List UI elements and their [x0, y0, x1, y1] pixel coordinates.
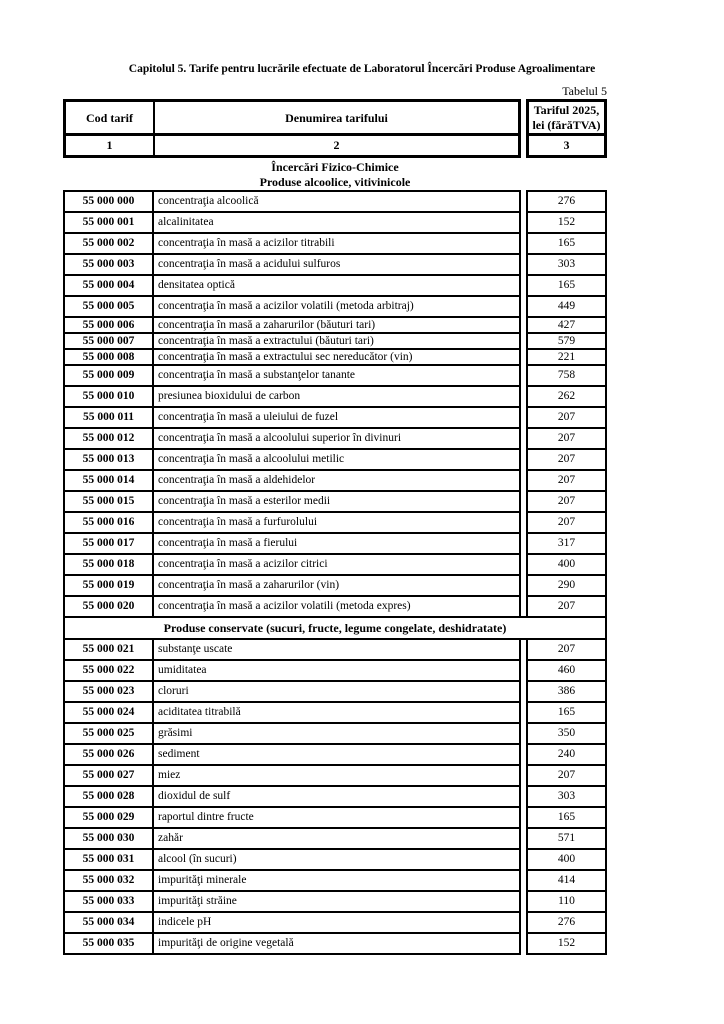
cell-tarif: 165: [526, 701, 607, 724]
cell-tarif: 400: [526, 553, 607, 576]
row-main-box: [63, 190, 521, 213]
table-row: [63, 595, 607, 618]
cell-cod-tarif: 55 000 011: [65, 408, 154, 427]
cell-cod-tarif: 55 000 001: [65, 213, 154, 232]
cell-cod-tarif: 55 000 006: [65, 318, 154, 332]
cell-tarif: 758: [526, 364, 607, 387]
cell-denumirea: zahăr: [158, 832, 183, 844]
cell-cod-tarif: 55 000 021: [65, 640, 154, 659]
row-main-box: [63, 911, 521, 934]
cell-cod-tarif: 55 000 003: [65, 255, 154, 274]
row-main-box: [63, 274, 521, 297]
section-heading-incercari-fizico-chimice: Încercări Fizico-Chimice: [271, 160, 399, 174]
cell-tarif: 303: [526, 253, 607, 276]
cell-cod-tarif: 55 000 027: [65, 766, 154, 785]
table-row: [63, 932, 607, 955]
cell-denumirea: raportul dintre fructe: [158, 811, 254, 823]
cell-tarif: 449: [526, 295, 607, 318]
cell-tarif: 152: [526, 932, 607, 955]
cell-cod-tarif: 55 000 004: [65, 276, 154, 295]
cell-tarif: 165: [526, 232, 607, 255]
cell-cod-tarif: 55 000 024: [65, 703, 154, 722]
row-main-box: [63, 680, 521, 703]
cell-denumirea: concentraţia în masă a acidului sulfuros: [158, 258, 341, 270]
cell-cod-tarif: 55 000 015: [65, 492, 154, 511]
table-row: [63, 806, 607, 829]
cell-denumirea: umiditatea: [158, 664, 207, 676]
cell-tarif: 400: [526, 848, 607, 871]
cell-cod-tarif: 55 000 010: [65, 387, 154, 406]
cell-cod-tarif: 55 000 023: [65, 682, 154, 701]
table-row: [63, 427, 607, 450]
cell-denumirea: impurităţi de origine vegetală: [158, 937, 294, 949]
table-row: [63, 190, 607, 213]
row-main-box: [63, 890, 521, 913]
cell-denumirea: concentraţia în masă a zaharurilor (vin): [158, 579, 340, 591]
cell-tarif: 350: [526, 722, 607, 745]
table-row: [63, 532, 607, 555]
row-main-box: [63, 827, 521, 850]
cell-cod-tarif: 55 000 013: [65, 450, 154, 469]
cell-cod-tarif: 55 000 035: [65, 934, 154, 953]
table-row: [63, 764, 607, 787]
row-main-box: [63, 532, 521, 555]
cell-cod-tarif: 55 000 034: [65, 913, 154, 932]
cell-denumirea: cloruri: [158, 685, 189, 697]
cell-denumirea: concentraţia în masă a aldehidelor: [158, 474, 316, 486]
table-row: [63, 553, 607, 576]
section-heading-produse-conservate: Produse conservate (sucuri, fructe, legume congelate, deshidratate): [63, 616, 607, 640]
table-row: [63, 701, 607, 724]
cell-tarif: 207: [526, 490, 607, 513]
cell-cod-tarif: 55 000 030: [65, 829, 154, 848]
cell-denumirea: concentraţia în masă a fierului: [158, 537, 298, 549]
row-main-box: [63, 553, 521, 576]
row-main-box: [63, 211, 521, 234]
cell-tarif: 207: [526, 406, 607, 429]
cell-denumirea: concentraţia în masă a alcoolului metilic: [158, 453, 345, 465]
table-row: [63, 659, 607, 682]
row-main-box: [63, 406, 521, 429]
table-row: [63, 680, 607, 703]
tariff-table: [63, 99, 607, 955]
row-main-box: [63, 295, 521, 318]
colnum-main-box: [63, 133, 521, 158]
cell-tarif: 317: [526, 532, 607, 555]
cell-denumirea: grăsimi: [158, 727, 193, 739]
cell-tarif: 207: [526, 448, 607, 471]
section-heading-produse-alcoolice: Produse alcoolice, vitivinicole: [259, 175, 411, 189]
row-main-box: [63, 469, 521, 492]
row-main-box: [63, 511, 521, 534]
table-row: [63, 722, 607, 745]
header-cod-tarif: Cod tarif: [66, 102, 155, 133]
cell-cod-tarif: 55 000 005: [65, 297, 154, 316]
header-tariful-line1: Tariful 2025,: [533, 103, 600, 117]
cell-cod-tarif: 55 000 033: [65, 892, 154, 911]
header-denumirea-tarifului: Denumirea tarifului: [285, 110, 388, 125]
header-tariful-line2: lei (fărăTVA): [532, 117, 601, 132]
colnum-1: 1: [66, 136, 155, 155]
cell-denumirea: sediment: [158, 748, 200, 760]
cell-cod-tarif: 55 000 025: [65, 724, 154, 743]
cell-cod-tarif: 55 000 022: [65, 661, 154, 680]
table-row: [63, 406, 607, 429]
cell-cod-tarif: 55 000 032: [65, 871, 154, 890]
cell-denumirea: concentraţia în masă a acizilor volatili (metoda arbitraj): [158, 300, 414, 312]
cell-cod-tarif: 55 000 018: [65, 555, 154, 574]
cell-denumirea: concentraţia în masă a furfurolului: [158, 516, 318, 528]
cell-cod-tarif: 55 000 029: [65, 808, 154, 827]
table-row: [63, 211, 607, 234]
row-main-box: [63, 232, 521, 255]
cell-cod-tarif: 55 000 009: [65, 366, 154, 385]
cell-cod-tarif: 55 000 028: [65, 787, 154, 806]
row-main-box: [63, 448, 521, 471]
row-main-box: [63, 743, 521, 766]
cell-tarif: 152: [526, 211, 607, 234]
cell-cod-tarif: 55 000 000: [65, 192, 154, 211]
cell-cod-tarif: 55 000 031: [65, 850, 154, 869]
cell-denumirea: concentraţia în masă a substanţelor tanante: [158, 369, 356, 381]
document-title: Capitolul 5. Tarife pentru lucrările efectuate de Laboratorul Încercări Produse Agroalimentare: [128, 63, 596, 75]
row-main-box: [63, 764, 521, 787]
cell-tarif: 303: [526, 785, 607, 808]
table-row: [63, 253, 607, 276]
cell-denumirea: concentraţia în masă a extractului sec nereducător (vin): [158, 351, 413, 363]
cell-denumirea: alcalinitatea: [158, 216, 214, 228]
row-main-box: [63, 785, 521, 808]
cell-denumirea: substanţe uscate: [158, 643, 233, 655]
row-main-box: [63, 932, 521, 955]
cell-denumirea: alcool (în sucuri): [158, 853, 237, 865]
rows-group-produse-conservate: [63, 638, 607, 955]
cell-cod-tarif: 55 000 019: [65, 576, 154, 595]
cell-denumirea: concentraţia în masă a alcoolului superior în divinuri: [158, 432, 402, 444]
cell-tarif: 207: [526, 638, 607, 661]
cell-tarif: 262: [526, 385, 607, 408]
table-row: [63, 638, 607, 661]
row-main-box: [63, 427, 521, 450]
table-label: Tabelul 5: [562, 84, 607, 98]
rows-group-produse-alcoolice: [63, 190, 607, 618]
cell-denumirea: indicele pH: [158, 916, 212, 928]
cell-denumirea: concentraţia alcoolică: [158, 195, 259, 207]
cell-denumirea: densitatea optică: [158, 279, 235, 291]
cell-cod-tarif: 55 000 016: [65, 513, 154, 532]
row-main-box: [63, 701, 521, 724]
cell-tarif: 165: [526, 274, 607, 297]
cell-tarif: 386: [526, 680, 607, 703]
cell-cod-tarif: 55 000 008: [65, 350, 154, 364]
cell-tarif: 207: [526, 595, 607, 618]
cell-tarif: 207: [526, 427, 607, 450]
row-main-box: [63, 806, 521, 829]
colnum-2: 2: [333, 138, 340, 152]
cell-tarif: 460: [526, 659, 607, 682]
row-main-box: [63, 574, 521, 597]
table-row: [63, 785, 607, 808]
table-row: [63, 364, 607, 387]
cell-tarif: 240: [526, 743, 607, 766]
row-main-box: [63, 595, 521, 618]
cell-cod-tarif: 55 000 007: [65, 334, 154, 348]
cell-cod-tarif: 55 000 012: [65, 429, 154, 448]
row-main-box: [63, 638, 521, 661]
cell-denumirea: dioxidul de sulf: [158, 790, 231, 802]
table-row: [63, 385, 607, 408]
table-row: [63, 232, 607, 255]
row-main-box: [63, 869, 521, 892]
cell-denumirea: concentraţia în masă a acizilor volatili (metoda expres): [158, 600, 411, 612]
header-tariful-2025: [526, 99, 607, 136]
cell-cod-tarif: 55 000 020: [65, 597, 154, 616]
cell-denumirea: aciditatea titrabilă: [158, 706, 241, 718]
row-main-box: [63, 722, 521, 745]
table-row: [63, 911, 607, 934]
row-main-box: [63, 364, 521, 387]
cell-cod-tarif: 55 000 026: [65, 745, 154, 764]
row-main-box: [63, 848, 521, 871]
colnum-3: 3: [526, 133, 607, 158]
row-main-box: [63, 659, 521, 682]
cell-denumirea: concentraţia în masă a acizilor citrici: [158, 558, 328, 570]
row-main-box: [63, 490, 521, 513]
table-row: [63, 827, 607, 850]
cell-denumirea: presiunea bioxidului de carbon: [158, 390, 301, 402]
row-main-box: [63, 253, 521, 276]
table-column-number-row: [63, 133, 607, 158]
cell-tarif: 207: [526, 764, 607, 787]
cell-tarif: 207: [526, 511, 607, 534]
cell-cod-tarif: 55 000 014: [65, 471, 154, 490]
cell-cod-tarif: 55 000 002: [65, 234, 154, 253]
table-row: [63, 469, 607, 492]
cell-tarif: 571: [526, 827, 607, 850]
cell-tarif: 110: [526, 890, 607, 913]
table-row: [63, 295, 607, 318]
cell-tarif: 207: [526, 469, 607, 492]
row-main-box: [63, 385, 521, 408]
table-row: [63, 448, 607, 471]
table-row: [63, 743, 607, 766]
table-row: [63, 890, 607, 913]
cell-denumirea: impurităţi străine: [158, 895, 237, 907]
cell-tarif: 290: [526, 574, 607, 597]
table-row: [63, 848, 607, 871]
cell-denumirea: concentraţia în masă a acizilor titrabili: [158, 237, 335, 249]
cell-tarif: 427: [526, 316, 607, 334]
table-header-row: [63, 99, 607, 136]
cell-cod-tarif: 55 000 017: [65, 534, 154, 553]
table-row: [63, 574, 607, 597]
cell-denumirea: miez: [158, 769, 181, 781]
cell-denumirea: concentraţia în masă a uleiului de fuzel: [158, 411, 339, 423]
cell-tarif: 221: [526, 348, 607, 366]
table-row: [63, 274, 607, 297]
cell-denumirea: concentraţia în masă a zaharurilor (băuturi tari): [158, 319, 376, 331]
cell-tarif: 276: [526, 190, 607, 213]
cell-tarif: 414: [526, 869, 607, 892]
cell-tarif: 165: [526, 806, 607, 829]
table-row: [63, 511, 607, 534]
cell-denumirea: impurităţi minerale: [158, 874, 247, 886]
cell-tarif: 579: [526, 332, 607, 350]
table-row: [63, 490, 607, 513]
cell-tarif: 276: [526, 911, 607, 934]
cell-denumirea: concentraţia în masă a esterilor medii: [158, 495, 331, 507]
cell-denumirea: concentraţia în masă a extractului (băuturi tari): [158, 335, 374, 347]
header-main-box: [63, 99, 521, 136]
table-row: [63, 869, 607, 892]
